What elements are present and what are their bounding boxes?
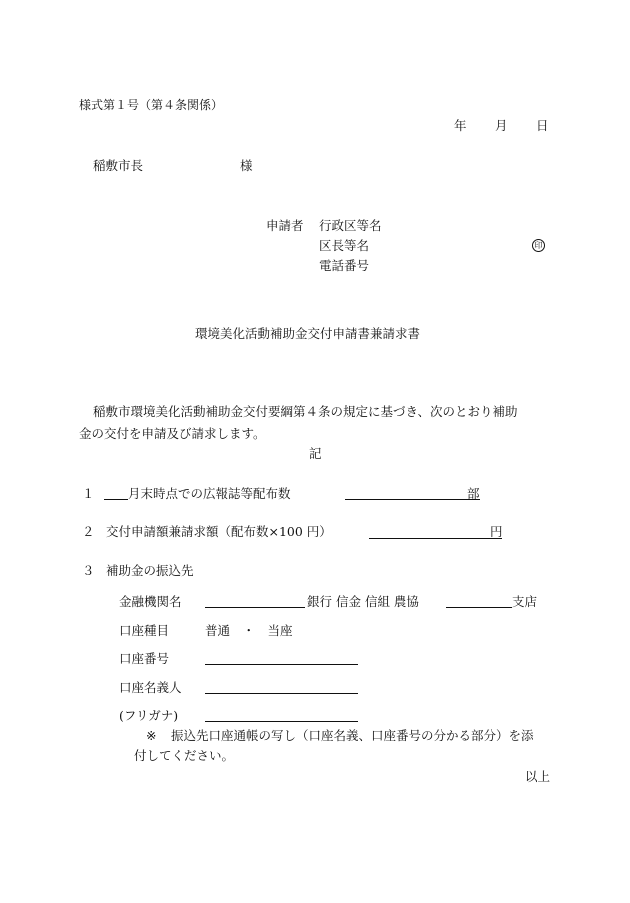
applicant-chief-label: 区長等名 (319, 238, 370, 253)
item-1-count-line (345, 499, 480, 500)
ki-label: 記 (309, 446, 322, 461)
item-2-amount-line (369, 538, 502, 539)
branch-name-line (446, 607, 512, 608)
note-line-2: 付してください。 (134, 748, 235, 763)
item-2-text: 交付申請額兼請求額（配布数×100 円） (106, 524, 332, 539)
item-1-number: １ (82, 486, 95, 501)
addressee-name: 稲敷市長 (93, 158, 144, 173)
furigana-label: (フリガナ) (119, 708, 179, 723)
applicant-district-label: 行政区等名 (319, 218, 382, 233)
bank-type-options: 銀行 信金 信組 農協 (307, 594, 419, 609)
addressee-honorific: 様 (240, 158, 253, 173)
closing-text: 以上 (525, 769, 551, 784)
item-1-month-line (104, 499, 128, 500)
bank-institution-label: 金融機関名 (119, 594, 182, 609)
date-month-label: 月 (495, 118, 508, 133)
furigana-line (205, 721, 358, 722)
account-holder-label: 口座名義人 (119, 680, 182, 695)
applicant-phone-label: 電話番号 (319, 258, 370, 273)
item-1-text: 月末時点での広報誌等配布数 (128, 486, 291, 501)
account-type-options: 普通 ・ 当座 (205, 623, 293, 638)
item-2-number: ２ (82, 524, 95, 539)
page-title: 環境美化活動補助金交付申請書兼請求書 (195, 326, 421, 341)
account-holder-line (205, 693, 358, 694)
item-3-number: ３ (82, 563, 95, 578)
branch-label: 支店 (512, 594, 538, 609)
note-line-1: 振込先口座通帳の写し（口座名義、口座番号の分かる部分）を添 (171, 728, 534, 743)
note-mark: ※ (146, 728, 157, 743)
applicant-label: 申請者 (266, 218, 304, 233)
body-line-1: 稲敷市環境美化活動補助金交付要綱第４条の規定に基づき、次のとおり補助 (93, 404, 518, 419)
date-day-label: 日 (536, 118, 549, 133)
seal-mark-icon: 印 (532, 239, 545, 252)
bank-name-line (205, 607, 305, 608)
date-year-label: 年 (454, 118, 467, 133)
item-2-unit: 円 (490, 524, 503, 539)
item-1-unit: 部 (467, 486, 480, 501)
account-number-line (205, 664, 358, 665)
account-number-label: 口座番号 (119, 651, 170, 666)
account-type-label: 口座種目 (119, 623, 170, 638)
form-number: 様式第１号（第４条関係） (79, 98, 224, 112)
body-line-2: 金の交付を申請及び請求します。 (79, 426, 266, 441)
item-3-text: 補助金の振込先 (106, 563, 194, 578)
